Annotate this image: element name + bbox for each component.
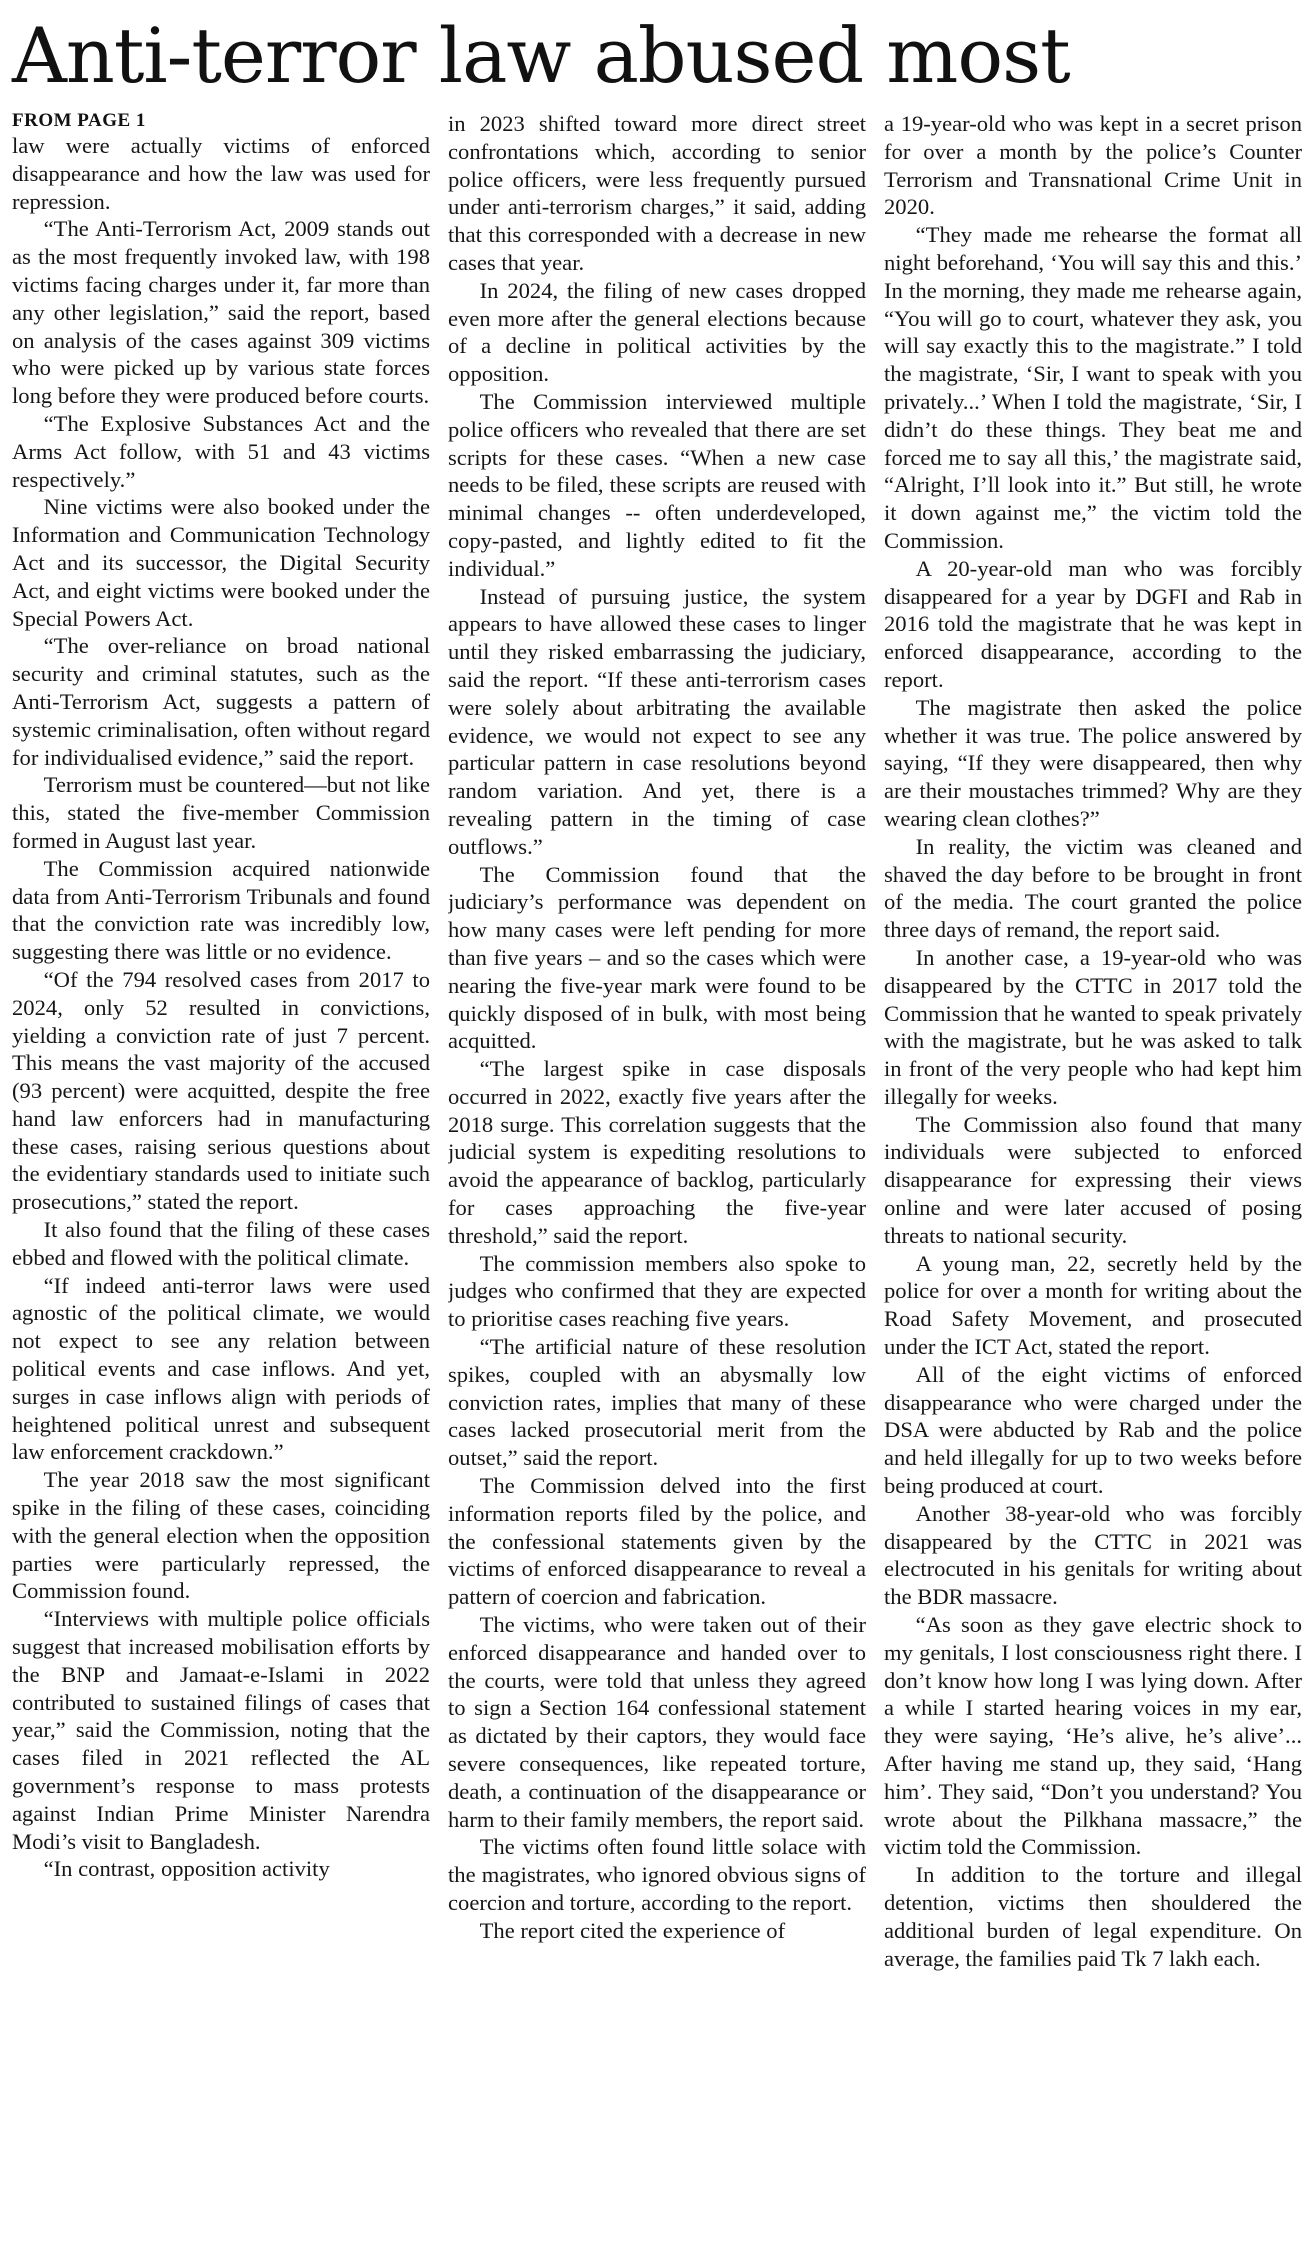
column-2 [448,110,866,2250]
article-paragraph: Another 38-year-old who was forcibly disappeared by the CTTC in 2021 was electrocuted in his genitals for writing about the BDR massacre. [884,1500,1302,1610]
article-paragraph: The commission members also spoke to judges who confirmed that they are expected to prioritise cases reaching five years. [448,1250,866,1332]
article-paragraph: The victims, who were taken out of their enforced disappearance and handed over to the courts, were told that unless they agreed to sign a Section 164 confessional statement as dictated by their captors, they would face severe consequences, like repeated torture, death, a continuation of the disappearance or harm to their family members, the report said. [448,1612,866,1832]
article-paragraph: Terrorism must be countered—but not like this, stated the five-member Commission formed in August last year. [12,772,430,853]
continuation-kicker: FROM PAGE 1 [12,110,146,131]
article-paragraph: “They made me rehearse the format all night beforehand, ‘You will say this and this.’ In the morning, they made me rehearse again, “You will go to court, whatever they ask, you will say exactly this to the magistrate.” I told the magistrate, ‘Sir, I want to speak with you privately...’ When I told the magistrate, ‘Sir, I didn’t do these things. They beat me and forced me to say all this,’ the magistrate said, “Alright, I’ll look into it.” But still, he wrote it down against me,” the victim told the Commission. [884,222,1302,553]
article-paragraph: “As soon as they gave electric shock to my genitals, I lost consciousness right there. I don’t know how long I was lying down. After a while I started hearing voices in my ear, they were saying, ‘He’s alive, he’s alive’... After having me stand up, they said, ‘Hang him’. They said, “Don’t you understand? You wrote about the Pilkhana massacre,” the victim told the Commission. [884,1612,1302,1860]
column-3 [884,110,1302,2250]
article-paragraph: “Interviews with multiple police officials suggest that increased mobilisation efforts by the BNP and Jamaat-e-Islami in 2022 contributed to sustained filings of cases that year,” said the Commission, noting that the cases filed in 2021 reflected the AL government’s response to mass protests against Indian Prime Minister Narendra Modi’s visit to Bangladesh. [12,1606,430,1854]
article-paragraph: The report cited the experience of [479,1917,786,1943]
article-paragraph: The Commission acquired nationwide data from Anti-Terrorism Tribunals and found that the conviction rate was incredibly low, suggesting there was little or no evidence. [12,855,430,965]
article-paragraph: In 2024, the filing of new cases dropped even more after the general elections because of a decline in political activities by the opposition. [448,277,866,387]
article-paragraph: The Commission also found that many individuals were subjected to enforced disappearance for expressing their views online and were later accused of posing threats to national security. [884,1111,1302,1248]
article-columns [12,110,1302,2250]
article-paragraph: “Of the 794 resolved cases from 2017 to 2024, only 52 resulted in convictions, yielding a conviction rate of just 7 percent. This means the vast majority of the accused (93 percent) were acquitted, despite the free hand law enforcers had in manufacturing these cases, raising serious questions about the evidentiary standards used to initiate such prosecutions,” stated the report. [12,966,430,1215]
article-paragraph: A young man, 22, secretly held by the police for over a month for writing about the Road Safety Movement, and prosecuted under the ICT Act, stated the report. [884,1250,1302,1360]
article-paragraph: The Commission delved into the first information reports filed by the police, and the confessional statements given by the victims of enforced disappearance to reveal a pattern of coercion and fabrication. [448,1473,866,1610]
article-paragraph: “The over-reliance on broad national security and criminal statutes, such as the Anti-Terrorism Act, suggests a pattern of systemic criminalisation, often without regard for individualised evidence,” said the report. [12,633,430,770]
article-paragraph: “The Anti-Terrorism Act, 2009 stands out as the most frequently invoked law, with 198 victims facing charges under it, far more than any other legislation,” said the report, based on analysis of the cases against 309 victims who were picked up by various state forces long before they were produced before courts. [12,216,430,409]
article-paragraph: In another case, a 19-year-old who was disappeared by the CTTC in 2017 told the Commission that he wanted to speak privately with the magistrate, but he was asked to talk in front of the very people who had kept him illegally for weeks. [884,944,1302,1109]
article-paragraph: The Commission found that the judiciary’s performance was dependent on how many cases were left pending for more than five years – and so the cases which were nearing the five-year mark were found to be quickly disposed of in bulk, with most being acquitted. [448,861,866,1054]
article-paragraph: Instead of pursuing justice, the system appears to have allowed these cases to linger until they risked embarrassing the judiciary, said the report. “If these anti-terrorism cases were solely about arbitrating the available evidence, we would not expect to see any particular pattern in case resolutions beyond random variation. And yet, there is a revealing pattern in the timing of case outflows.” [448,583,866,859]
article-paragraph: The Commission interviewed multiple police officers who revealed that there are set scripts for these cases. “When a new case needs to be filed, these scripts are reused with minimal changes -- often underdeveloped, copy-pasted, and lightly edited to fit the individual.” [448,388,866,581]
article-paragraph: In addition to the torture and illegal detention, victims then shouldered the additional burden of legal expenditure. On average, the families paid Tk 7 lakh each. [884,1862,1302,1971]
article-paragraph: in 2023 shifted toward more direct street confrontations which, according to senior police officers, were less frequently pursued under anti-terrorism charges,” it said, adding that this corresponded with a decrease in new cases that year. [448,111,866,275]
article-paragraph: The magistrate then asked the police whether it was true. The police answered by saying, “If they were disappeared, then why are their moustaches trimmed? Why are they wearing clean clothes?” [884,694,1302,831]
headline: Anti-terror law abused most [12,11,1070,100]
article-paragraph: In reality, the victim was cleaned and shaved the day before to be brought in front of the media. The court granted the police three days of remand, the report said. [884,833,1302,943]
article-paragraph: The year 2018 saw the most significant spike in the filing of these cases, coinciding with the general election when the opposition parties were particularly repressed, the Commission found. [12,1467,430,1604]
article-paragraph: “The Explosive Substances Act and the Arms Act follow, with 51 and 43 victims respectively.” [12,410,430,492]
article-paragraph: A 20-year-old man who was forcibly disappeared for a year by DGFI and Rab in 2016 told the magistrate that he was kept in enforced disappearance, according to the report. [884,555,1302,692]
article-paragraph: “The artificial nature of these resolution spikes, coupled with an abysmally low conviction rates, implies that many of these cases lacked prosecutorial merit from the outset,” said the report. [448,1334,866,1471]
column-1 [12,110,430,2250]
article-paragraph: “If indeed anti-terror laws were used agnostic of the political climate, we would not expect to see any relation between political events and case inflows. And yet, surges in case inflows align with periods of heightened political unrest and subsequent law enforcement crackdown.” [12,1272,430,1465]
article-paragraph: law were actually victims of enforced disappearance and how the law was used for repression. [12,133,430,214]
article-paragraph: “The largest spike in case disposals occurred in 2022, exactly five years after the 2018 surge. This correlation suggests that the judicial system is expediting resolutions to avoid the appearance of backlog, particularly for cases approaching the five-year threshold,” said the report. [448,1056,866,1248]
article-paragraph: “In contrast, opposition activity [43,1856,330,1882]
article-paragraph: All of the eight victims of enforced disappearance who were charged under the DSA were abducted by Rab and the police and held illegally for up to two weeks before being produced at court. [884,1361,1302,1499]
article-paragraph: Nine victims were also booked under the Information and Communication Technology Act and its successor, the Digital Security Act, and eight victims were booked under the Special Powers Act. [12,494,430,631]
article-paragraph: a 19-year-old who was kept in a secret prison for over a month by the police’s Counter Terrorism and Transnational Crime Unit in 2020. [884,111,1302,220]
article-paragraph: It also found that the filing of these cases ebbed and flowed with the political climate. [12,1217,430,1270]
article-paragraph: The victims often found little solace with the magistrates, who ignored obvious signs of coercion and torture, according to the report. [448,1834,866,1915]
